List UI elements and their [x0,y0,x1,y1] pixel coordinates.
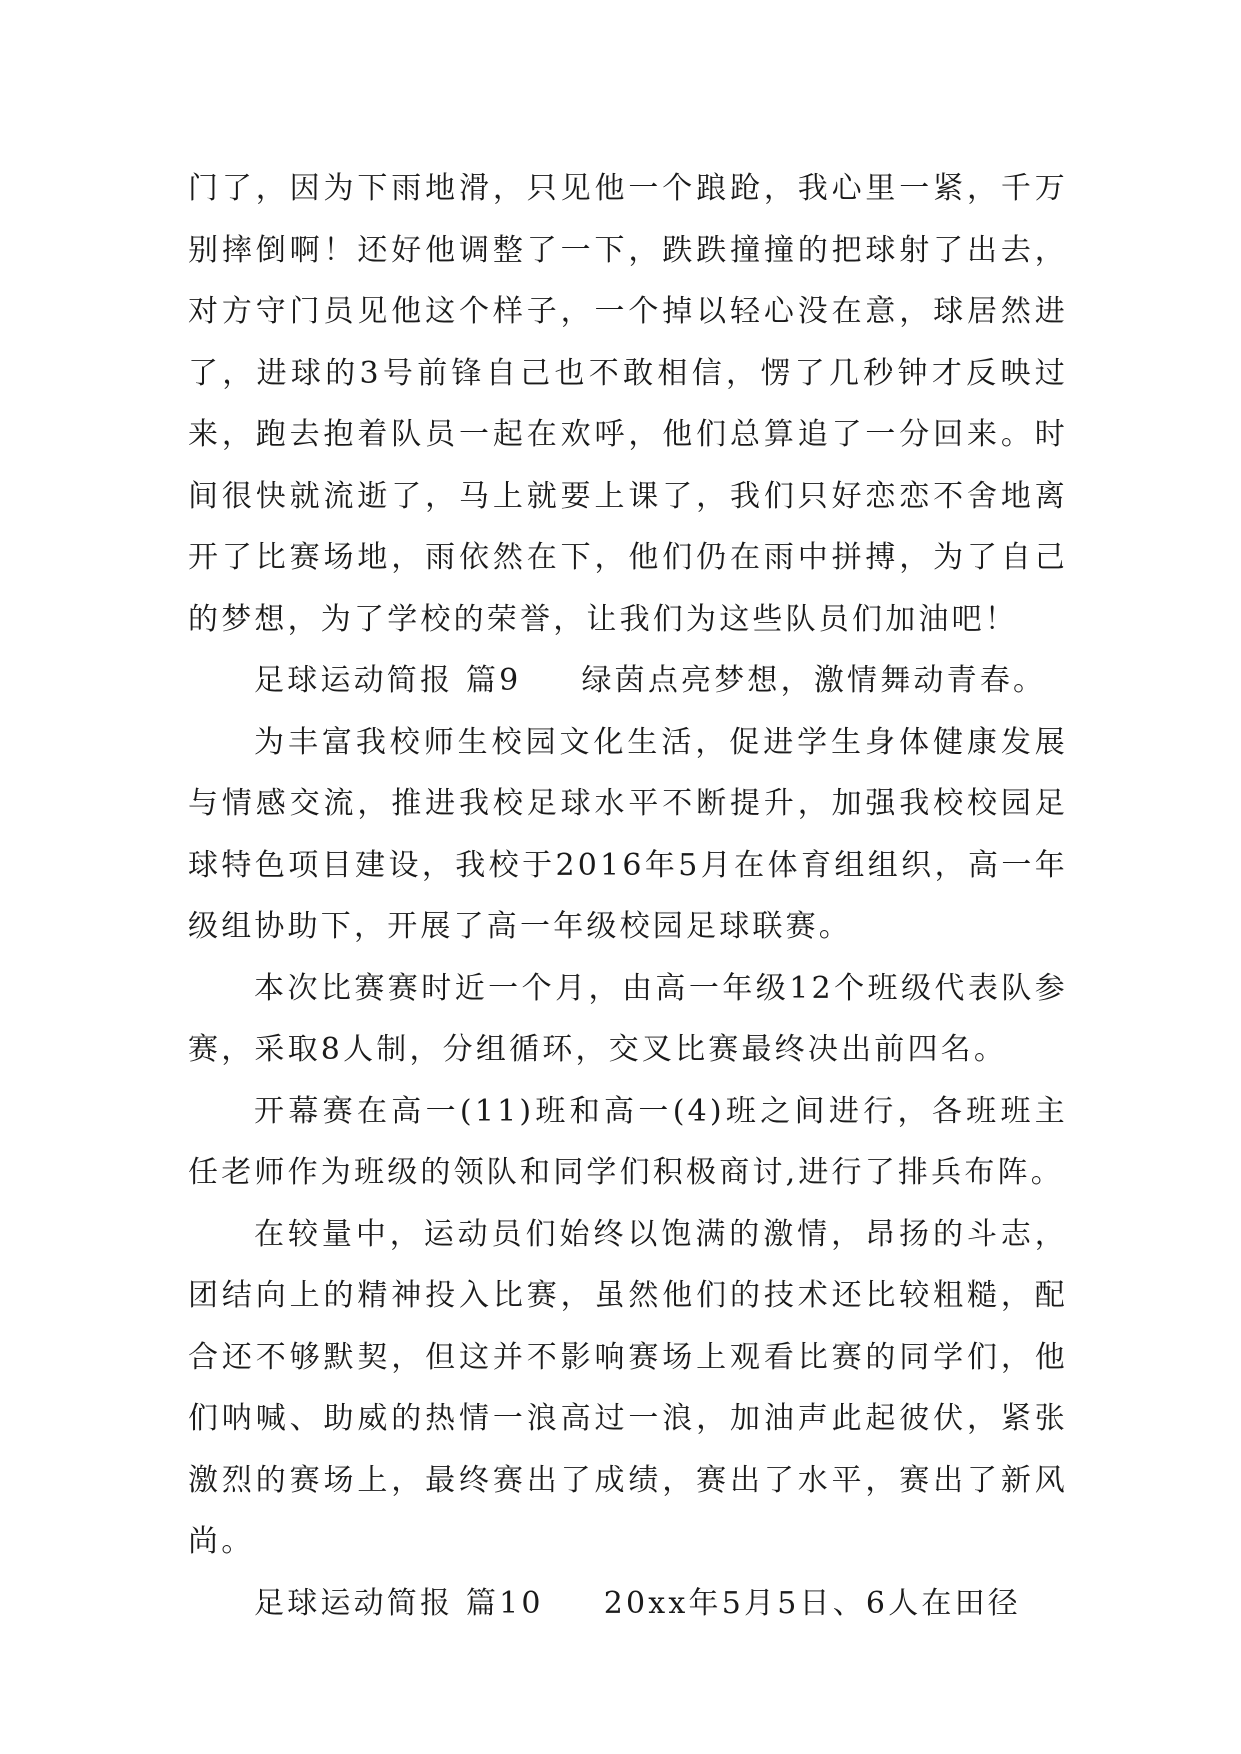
document-body [188,158,1068,1634]
paragraph-format: 本次比赛赛时近一个月，由高一年级12个班级代表队参赛，采取8人制，分组循环，交叉比赛最终决出前四名。 [188,970,1068,1067]
paragraph-continuation: 门了，因为下雨地滑，只见他一个踉跄，我心里一紧，千万别摔倒啊！还好他调整了一下，跌跌撞撞的把球射了出去，对方守门员见他这个样子，一个掉以轻心没在意，球居然进了，进球的3号前锋自己也不敢相信，愣了几秒钟才反映过来，跑去抱着队员一起在欢呼，他们总算追了一分回来。时间很快就流逝了，马上就要上课了，我们只好恋恋不舍地离开了比赛场地，雨依然在下，他们仍在雨中拼搏，为了自己的梦想，为了学校的荣誉，让我们为这些队员们加油吧！ [188,171,1068,637]
section-heading-9 [188,650,1068,712]
paragraph-purpose: 为丰富我校师生校园文化生活，促进学生身体健康发展与情感交流，推进我校足球水平不断提升，加强我校校园足球特色项目建设，我校于2016年5月在体育组组织，高一年级组协助下，开展了高一年级校园足球联赛。 [188,724,1068,944]
section-lead-9: 绿茵点亮梦想，激情舞动青春。 [581,663,1047,698]
paragraph-competition: 在较量中，运动员们始终以饱满的激情，昂扬的斗志，团结向上的精神投入比赛，虽然他们的技术还比较粗糙，配合还不够默契，但这并不影响赛场上观看比赛的同学们，他们呐喊、助威的热情一浪高过一浪，加油声此起彼伏，紧张激烈的赛场上，最终赛出了成绩，赛出了水平，赛出了新风尚。 [188,1216,1068,1559]
section-title-9: 足球运动简报 篇9 [254,663,522,698]
section-title-10: 足球运动简报 篇10 [254,1585,544,1621]
section-heading-10 [188,1573,1068,1635]
section-lead-10: 20xx年5月5日、6人在田径 [603,1585,1021,1621]
paragraph-opening-match: 开幕赛在高一(11)班和高一(4)班之间进行，各班班主任老师作为班级的领队和同学们积极商讨,进行了排兵布阵。 [188,1093,1068,1190]
